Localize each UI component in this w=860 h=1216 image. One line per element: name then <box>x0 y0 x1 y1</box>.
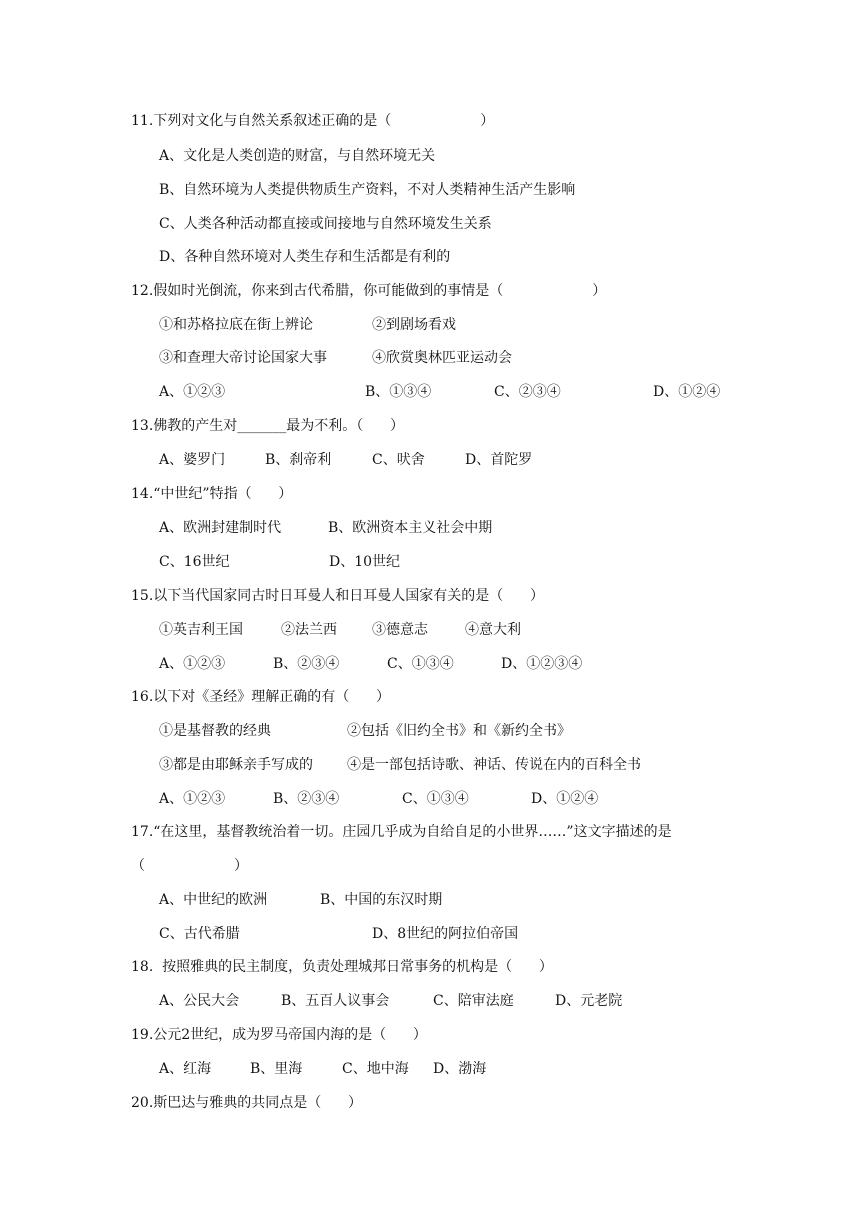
question-20-stem: 20.斯巴达与雅典的共同点是（ ） <box>131 1095 362 1111</box>
question-14-option-a: A、欧洲封建制时代 <box>159 520 282 536</box>
question-12-item-4: ④欣赏奥林匹亚运动会 <box>372 350 512 366</box>
question-19-option-d: D、渤海 <box>433 1061 487 1077</box>
question-16-stem: 16.以下对《圣经》理解正确的有（ ） <box>131 689 390 705</box>
question-15-option-a: A、①②③ <box>159 656 226 672</box>
question-15-item-3: ③德意志 <box>372 622 428 638</box>
question-15-option-c: C、①③④ <box>387 656 454 672</box>
question-12-option-b: B、①③④ <box>365 384 432 400</box>
question-17-stem: 17.“在这里，基督教统治着一切。庄园几乎成为自给自足的小世界……”这文字描述的是 <box>131 824 672 840</box>
question-12-stem: 12.假如时光倒流，你来到古代希腊，你可能做到的事情是（ ） <box>131 283 607 299</box>
question-17-option-b: B、中国的东汉时期 <box>320 892 443 908</box>
question-16-item-4: ④是一部包括诗歌、神话、传说在内的百科全书 <box>347 757 641 773</box>
question-18-option-d: D、元老院 <box>555 993 623 1009</box>
question-15-item-1: ①英吉利王国 <box>159 622 243 638</box>
question-13-option-c: C、吠舍 <box>372 452 425 468</box>
question-14-option-c: C、16世纪 <box>159 554 230 570</box>
question-16-option-b: B、②③④ <box>273 791 340 807</box>
question-12-option-d: D、①②④ <box>653 384 721 400</box>
question-12-option-a: A、①②③ <box>159 384 226 400</box>
question-11-option-d: D、各种自然环境对人类生存和生活都是有利的 <box>159 249 451 265</box>
question-14-option-d: D、10世纪 <box>329 554 401 570</box>
question-16-item-2: ②包括《旧约全书》和《新约全书》 <box>347 723 571 739</box>
question-16-item-3: ③都是由耶稣亲手写成的 <box>159 757 313 773</box>
question-12-item-3: ③和查理大帝讨论国家大事 <box>159 350 327 366</box>
question-11-option-b: B、自然环境为人类提供物质生产资料，不对人类精神生活产生影响 <box>159 182 576 198</box>
question-16-option-c: C、①③④ <box>402 791 469 807</box>
question-19-stem: 19.公元2世纪，成为罗马帝国内海的是（ ） <box>131 1027 427 1043</box>
question-18-option-a: A、公民大会 <box>159 993 240 1009</box>
question-13-option-b: B、刹帝利 <box>265 452 332 468</box>
question-12-item-1: ①和苏格拉底在街上辨论 <box>159 317 313 333</box>
question-14-option-b: B、欧洲资本主义社会中期 <box>328 520 493 536</box>
question-16-option-d: D、①②④ <box>531 791 599 807</box>
question-11-option-c: C、人类各种活动都直接或间接地与自然环境发生关系 <box>159 216 492 232</box>
question-16-item-1: ①是基督教的经典 <box>159 723 271 739</box>
question-15-item-4: ④意大利 <box>465 622 521 638</box>
question-13-stem: 13.佛教的产生对_______最为不利。（ ） <box>131 418 404 434</box>
question-18-stem: 18. 按照雅典的民主制度，负责处理城邦日常事务的机构是（ ） <box>131 959 553 975</box>
question-12-item-2: ②到剧场看戏 <box>372 317 456 333</box>
question-11-stem: 11.下列对文化与自然关系叙述正确的是（ ） <box>131 113 495 129</box>
question-19-option-c: C、地中海 <box>342 1061 409 1077</box>
question-13-option-d: D、首陀罗 <box>465 452 533 468</box>
question-17-answer-blank: （ ） <box>131 858 249 874</box>
question-13-option-a: A、婆罗门 <box>159 452 226 468</box>
question-12-option-c: C、②③④ <box>494 384 561 400</box>
question-18-option-b: B、五百人议事会 <box>281 993 390 1009</box>
question-17-option-c: C、古代希腊 <box>159 926 240 942</box>
question-14-stem: 14.“中世纪”特指（ ） <box>131 486 293 502</box>
question-17-option-d: D、8世纪的阿拉伯帝国 <box>372 926 519 942</box>
question-19-option-b: B、里海 <box>250 1061 303 1077</box>
question-15-stem: 15.以下当代国家同古时日耳曼人和日耳曼人国家有关的是（ ） <box>131 588 544 604</box>
question-15-option-d: D、①②③④ <box>501 656 583 672</box>
question-15-option-b: B、②③④ <box>273 656 340 672</box>
question-16-option-a: A、①②③ <box>159 791 226 807</box>
question-17-option-a: A、中世纪的欧洲 <box>159 892 268 908</box>
question-19-option-a: A、红海 <box>159 1061 212 1077</box>
question-15-item-2: ②法兰西 <box>281 622 337 638</box>
question-18-option-c: C、陪审法庭 <box>433 993 514 1009</box>
question-11-option-a: A、文化是人类创造的财富，与自然环境无关 <box>159 148 436 164</box>
